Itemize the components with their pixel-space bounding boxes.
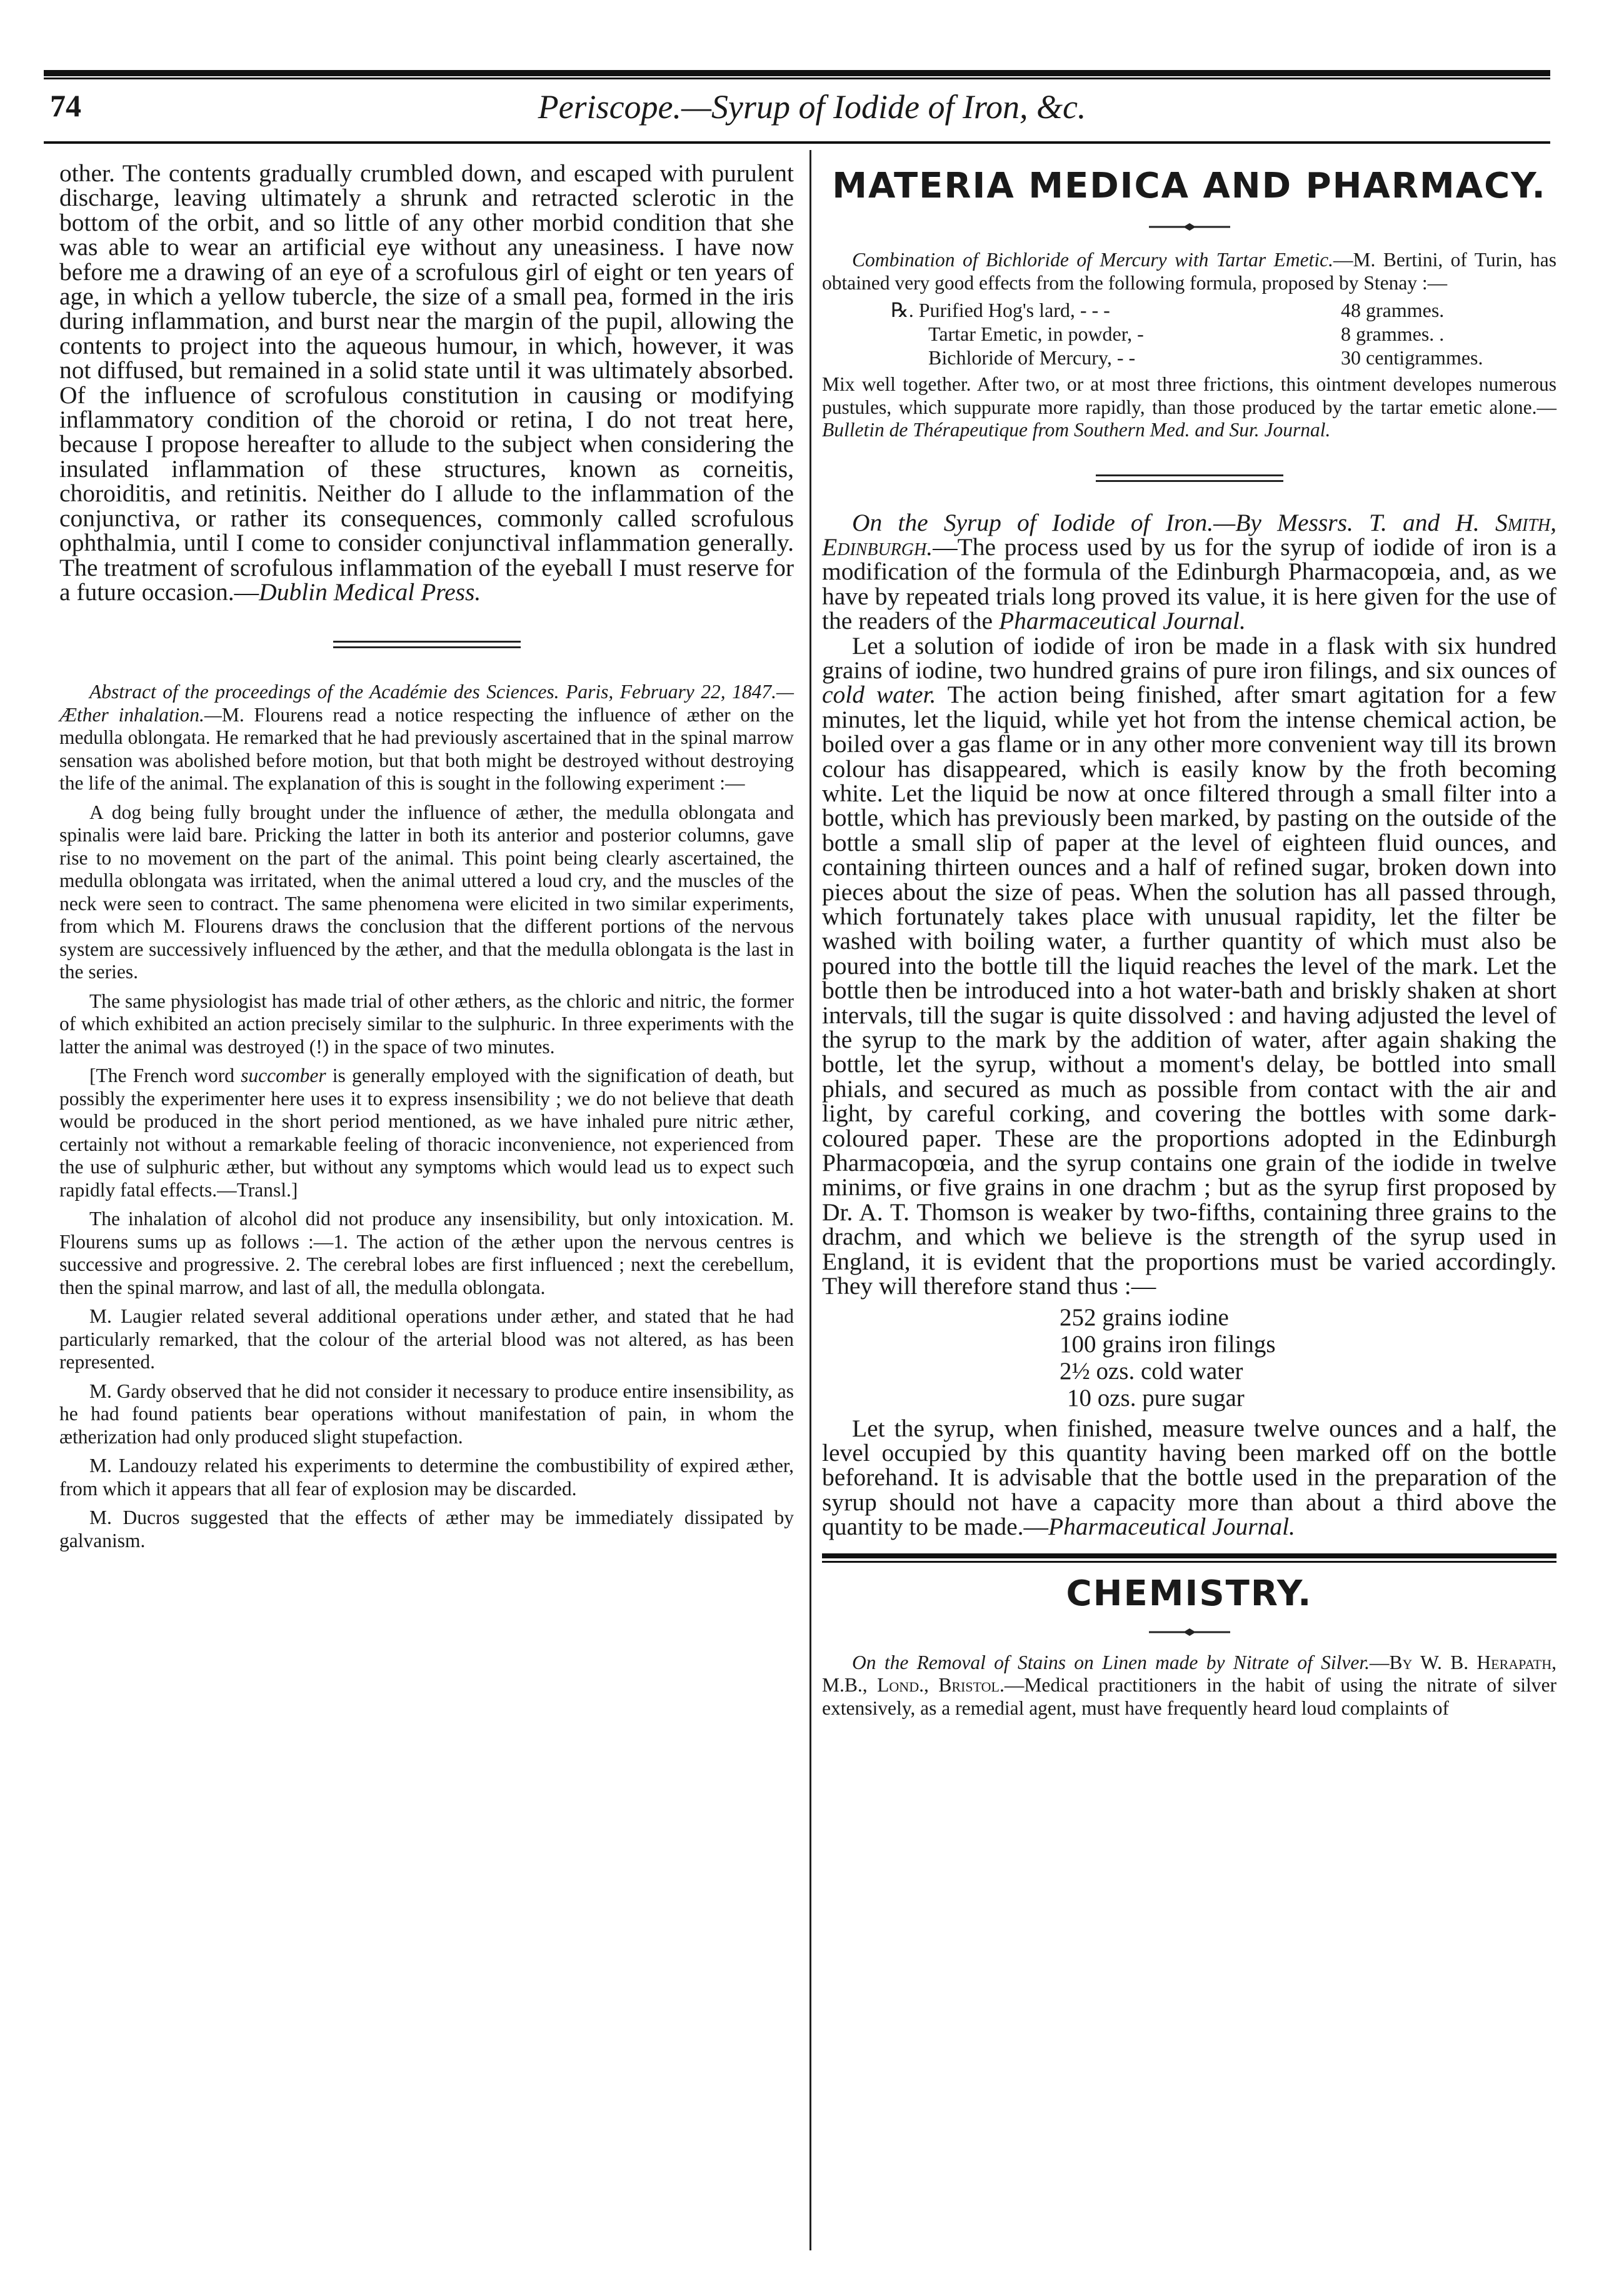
formula-line: 2½ ozs. cold water: [1060, 1357, 1243, 1385]
scrofula-paragraph: other. The contents gradually crumbled down, and escaped with purulent discharge, leaving ultimately a shrunk and retracted sclerotic in the bottom of the orbit, and so little of any other morbid condition that she was able to wear an artificial eye without any uneasiness. I have now before me a drawing of an eye of a scrofulous girl of eight or ten years of age, in which a yellow tubercle, the size of a small pea, formed in the iris during inflammation, and burst near the margin of the pupil, allowing the contents to project into the aqueous humour, in which, however, it was not diffused, but remained in a solid state until it was ultimately absorbed. Of the influence of scrofulous constitution in causing or modifying inflammatory condition of the choroid or retina, I do not treat here, because I propose hereafter to allude to the subject when considering the insulated inflammation of these structures, known as corneitis, choroiditis, and retinitis. Neither do I allude to the inflammation of the conjunctiva, or rather its consequences, commonly called scrofulous ophthalmia, until I come to consider conjunctival inflammation generally. The treatment of scrofulous inflammation of the eyeball I must reserve for a future occasion.—Dublin Medical Press.: [59, 159, 794, 606]
recipe-row: ℞. Purified Hog's lard, - - - 48 grammes.: [891, 299, 1445, 321]
column-divider: [809, 150, 811, 2250]
syrup-conclusion-paragraph: Let the syrup, when finished, measure twelve ounces and a half, the level occupied by this quantity having been marked off on the bottle beforehand. It is advisable that the bottle used in the preparation of the syrup should not have a capacity more than about a third above the quantity to be made.—Pharmaceutical Journal.: [822, 1414, 1556, 1541]
recipe-row: Tartar Emetic, in powder, - 8 grammes. .: [928, 323, 1445, 345]
ornament-icon: [822, 223, 1556, 231]
academie-abstract: Abstract of the proceedings of the Académie des Sciences. Paris, February 22, 1847.—Æther inhalation.—M. Flourens read a notice respecting the influence of æther on the medulla oblongata. He remarked that he had previously ascertained that in the spinal marrow sensation was abolished before motion, but that both might be destroyed without destroying the life of the animal. The explanation of this is sought in the following experiment :—: [59, 681, 794, 795]
landouzy-paragraph: M. Landouzy related his experiments to determine the combustibility of expired æther, from which it appears that all fear of explosion may be discarded.: [59, 1455, 794, 1500]
abstract-title: Abstract of the proceedings of the Académie des Sciences. Paris, February 22, 1847.—Æther inhalation.—: [59, 681, 794, 726]
syrup-formula: [1060, 1304, 1556, 1411]
stains-article: On the Removal of Stains on Linen made by Nitrate of Silver.—By W. B. Herapath, M.B., Lond., Bristol.—Medical practitioners in the habit of using the nitrate of silver extensively, as a remedial agent, must have frequently heard loud complaints of: [822, 1651, 1557, 1719]
page-number: 74: [50, 88, 81, 123]
source-dublin-medical-press: Dublin Medical Press.: [259, 578, 481, 606]
top-rule: [44, 70, 1550, 76]
alcohol-paragraph: The inhalation of alcohol did not produce any insensibility, but only intoxication. M. Flourens sums up as follows :—1. The action of the æther upon the nervous centres is successive and progressive. 2. The cerebral lobes are first influenced ; next the cerebellum, then the spinal marrow, and last of all, the medulla oblongata.: [59, 1208, 794, 1298]
ornament-icon: [822, 1628, 1556, 1637]
syrup-title: On the Syrup of Iodide of Iron.—By Messrs. T. and H.: [852, 508, 1480, 536]
bichloride-conclusion: Mix well together. After two, or at most three frictions, this ointment developes numerous pustules, which suppurate more rapidly, than those produced by the tartar emetic alone.—Bulletin de Thérapeutique from Southern Med. and Sur. Journal.: [822, 373, 1556, 441]
translator-note: [The French word succomber is generally employed with the signification of death, but possibly the experimenter here uses it to express insensibility ; we do not believe that death would be produced in the short period mentioned, as we have inhaled pure nitric æther, certainly not without a remarkable feeling of thoracic inconvenience, not experienced from the use of sulphuric æther, but without any symptoms which would lead us to expect such rapidly fatal effects.—Transl.]: [59, 1065, 794, 1201]
other-ethers-paragraph: The same physiologist has made trial of other æthers, as the chloric and nitric, the former of which exhibited an action precisely similar to the sulphuric. In three experiments with the latter the animal was destroyed (!) in the space of two minutes.: [59, 990, 794, 1058]
bichloride-title: Combination of Bichloride of Mercury with Tartar Emetic.: [852, 249, 1333, 271]
gardy-paragraph: M. Gardy observed that he did not consider it necessary to produce entire insensibility, as he had found patients bear operations without manifestation of pain, in whom the ætherization had only produced slight stupefaction.: [59, 1380, 794, 1448]
top-rule-thin: [44, 78, 1550, 79]
stains-author: —By W. B. Herapath, M.B., Lond., Bristol.: [822, 1651, 1557, 1697]
recipe-row: Bichloride of Mercury, - - 30 centigrammes.: [928, 346, 1483, 369]
running-title: Periscope.—Syrup of Iodide of Iron, &c.: [538, 88, 1086, 126]
article-separator: [1096, 474, 1283, 482]
section-heading-chemistry: CHEMISTRY.: [1066, 1573, 1313, 1614]
syrup-intro-paragraph: On the Syrup of Iodide of Iron.—By Messrs. T. and H. Smith, Edinburgh.—The process used by us for the syrup of iodide of iron is a modification of the formula of the Edinburgh Pharmacopœia, and, as we have by repeated trials long proved its value, it is here given for the use of the readers of the Pharmaceutical Journal.: [822, 508, 1557, 635]
laugier-paragraph: M. Laugier related several additional operations under æther, and stated that he had particularly remarked, that the colour of the arterial blood was not altered, as has been represented.: [59, 1305, 794, 1373]
left-column: [59, 161, 794, 1552]
syrup-authors: Smith, Edinburgh.: [822, 508, 1557, 561]
right-column: [822, 161, 1556, 1720]
section-separator: [822, 1553, 1556, 1563]
formula-line: 252 grains iodine: [1060, 1303, 1229, 1331]
section-heading-materia-medica: MATERIA MEDICA AND PHARMACY.: [832, 166, 1546, 206]
article-separator: [333, 641, 521, 648]
bichloride-article: Combination of Bichloride of Mercury with Tartar Emetic.—M. Bertini, of Turin, has obtained very good effects from the following formula, proposed by Stenay :—: [822, 249, 1557, 294]
dog-experiment-paragraph: A dog being fully brought under the influence of æther, the medulla oblongata and spinalis were laid bare. Pricking the latter in both its anterior and posterior columns, gave rise to no movement on the part of the animal. This point being clearly ascertained, the medulla oblongata was irritated, when the animal uttered a loud cry, and the muscles of the neck were seen to contract. The same phenomena were elicited in two similar experiments, from which M. Flourens draws the conclusion that the different portions of the nervous system are successively influenced by the æther, and that the medulla oblongata is the last in the series.: [59, 801, 794, 983]
formula-line: 10 ozs. pure sugar: [1067, 1384, 1245, 1411]
source-pharmaceutical-journal: Pharmaceutical Journal.: [1048, 1513, 1295, 1541]
recipe-list: [822, 298, 1556, 369]
syrup-method-paragraph: Let a solution of iodide of iron be made in a flask with six hundred grains of iodine, two hundred grains of pure iron filings, and six ounces of cold water. The action being finished, after smart agitation for a few minutes, let the liquid, while yet hot from the intense chemical action, be boiled over a gas flame or in any other more convenient way till its brown colour has disappeared, which is easily know by the froth becoming white. Let the liquid be now at once filtered through a small filter into a bottle, which has previously been marked, by pasting on the outside of the bottle a small slip of paper at the level of eighteen fluid ounces, and containing thirteen ounces and a half of refined sugar, broken down into pieces about the size of peas. When the solution has all passed through, which fortunately takes place with unusual rapidity, let the filter be washed with boiling water, a further quantity of which must also be poured into the bottle till the liquid reaches the level of the mark. Let the bottle then be introduced into a hot water-bath and briskly shaken at short intervals, till the sugar is quite dissolved : and having adjusted the level of the syrup to the mark by the addition of water, after again shaking the bottle, let the syrup, without a moment's delay, be bottled into small phials, and secured as much as possible from contact with the air and light, by careful corking, and covering the bottles with some dark-coloured paper. These are the proportions adopted in the Edinburgh Pharmacopœia, and the syrup contains one grain of the iodide in twelve minims, or five grains in one drachm ; but as the syrup first proposed by Dr. A. T. Thomson is weaker by two-fifths, containing three grains to the drachm, and which we believe is the strength of the syrup used in England, it is evident that the proportions must be varied accordingly. They will therefore stand thus :—: [822, 631, 1556, 1300]
formula-line: 100 grains iron filings: [1060, 1330, 1276, 1358]
stains-title: On the Removal of Stains on Linen made by Nitrate of Silver.: [852, 1651, 1370, 1673]
ducros-paragraph: M. Ducros suggested that the effects of æther may be immediately dissipated by galvanism.: [59, 1506, 794, 1552]
header-rule: [44, 141, 1550, 144]
source-bulletin: Bulletin de Thérapeutique from Southern Med. and Sur. Journal.: [822, 419, 1331, 441]
